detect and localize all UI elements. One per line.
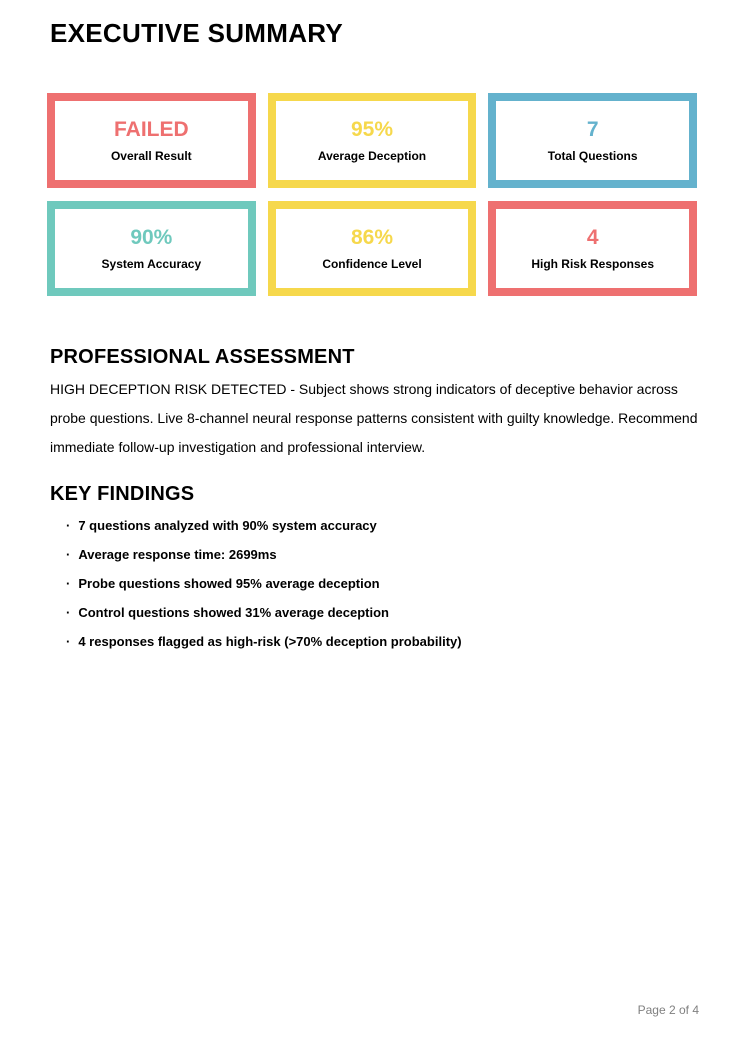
stat-value: 7 bbox=[586, 117, 599, 141]
stat-label: Average Deception bbox=[317, 149, 427, 164]
bullet-icon: · bbox=[66, 634, 71, 649]
stat-card-total-questions bbox=[488, 93, 697, 188]
findings-list bbox=[66, 518, 686, 663]
bullet-icon: · bbox=[66, 518, 71, 533]
assessment-heading: PROFESSIONAL ASSESSMENT bbox=[50, 346, 355, 368]
finding-text: Average response time: 2699ms bbox=[78, 547, 277, 562]
stat-label: Overall Result bbox=[110, 149, 192, 164]
finding-item bbox=[66, 547, 686, 563]
finding-item bbox=[66, 576, 686, 592]
stat-card-overall-result bbox=[47, 93, 256, 188]
stat-label: Confidence Level bbox=[322, 257, 422, 272]
page-title: EXECUTIVE SUMMARY bbox=[50, 18, 344, 48]
stat-label: System Accuracy bbox=[101, 257, 202, 272]
finding-item bbox=[66, 605, 686, 621]
bullet-icon: · bbox=[66, 576, 71, 591]
stat-label: High Risk Responses bbox=[531, 257, 655, 272]
stat-card-confidence-level bbox=[268, 201, 477, 296]
finding-text: 4 responses flagged as high-risk (>70% deception probability) bbox=[78, 634, 462, 649]
assessment-body: HIGH DECEPTION RISK DETECTED - Subject shows strong indicators of deceptive behavior across probe questions. Live 8-channel neural response patterns consistent with guilty knowledge. Recommend immediate follow-up investigation and professional interview. bbox=[50, 381, 698, 455]
stat-card-high-risk-responses bbox=[488, 201, 697, 296]
stat-card-system-accuracy bbox=[47, 201, 256, 296]
finding-item bbox=[66, 518, 686, 534]
findings-heading: KEY FINDINGS bbox=[50, 483, 195, 505]
stat-cards-grid bbox=[47, 93, 697, 296]
page-number: Page 2 of 4 bbox=[637, 1003, 699, 1017]
stat-value: 4 bbox=[586, 225, 599, 249]
finding-text: Control questions showed 31% average deception bbox=[78, 605, 389, 620]
stat-value: 90% bbox=[130, 225, 173, 249]
stat-value: 86% bbox=[350, 225, 393, 249]
finding-text: Probe questions showed 95% average deception bbox=[78, 576, 380, 591]
stat-value: 95% bbox=[350, 117, 393, 141]
stat-label: Total Questions bbox=[547, 149, 638, 164]
finding-item bbox=[66, 634, 686, 650]
bullet-icon: · bbox=[66, 547, 71, 562]
finding-text: 7 questions analyzed with 90% system accuracy bbox=[78, 518, 377, 533]
bullet-icon: · bbox=[66, 605, 71, 620]
stat-value: FAILED bbox=[113, 117, 189, 141]
stat-card-average-deception bbox=[268, 93, 477, 188]
